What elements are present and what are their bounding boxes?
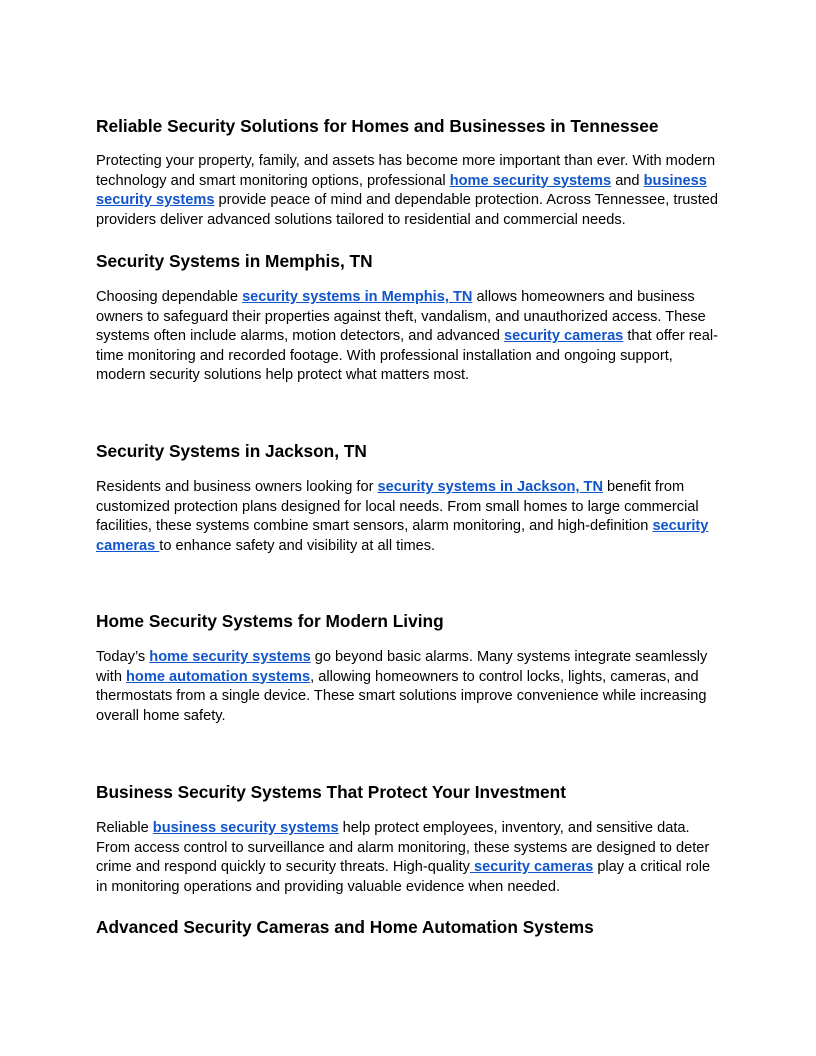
paragraph-text: Protecting your property, family, and assets has become more important than ever. With modern technology and smart monitoring options, professional <box>96 153 716 189</box>
inline-link[interactable]: home security systems <box>149 649 311 665</box>
paragraph-text: provide peace of mind and dependable protection. Across Tennessee, trusted providers deliver advanced solutions tailored to residential and commercial needs. <box>96 192 719 228</box>
inline-link[interactable]: home automation systems <box>126 668 311 685</box>
inline-link[interactable]: business security systems <box>152 820 339 836</box>
paragraph-text: go beyond basic alarms. Many systems integrate seamlessly with <box>96 649 708 685</box>
section-paragraph <box>96 288 720 386</box>
inline-link[interactable]: security systems in Memphis, TN <box>242 289 473 305</box>
section-heading: Business Security Systems That Protect Your Investment <box>96 782 566 802</box>
paragraph-text: and <box>611 172 644 189</box>
section-paragraph <box>96 819 720 897</box>
paragraph-text: Reliable <box>96 820 153 836</box>
inline-link[interactable]: home security systems <box>449 172 612 189</box>
section-paragraph <box>96 478 720 556</box>
paragraph-text: , allowing homeowners to control locks, lights, cameras, and thermostats from a single device. These smart solutions improve convenience while increasing overall home safety. <box>96 668 707 724</box>
paragraph-text: to enhance safety and visibility at all times. <box>159 537 436 554</box>
section-heading: Home Security Systems for Modern Living <box>96 611 444 631</box>
paragraph-text: play a critical role in monitoring operations and providing valuable evidence when needed. <box>96 859 711 895</box>
paragraph-text: help protect employees, inventory, and sensitive data. From access control to surveillance and alarm monitoring, these systems are designed to deter crime and respond quickly to security threats. High-quality <box>96 820 710 875</box>
inline-link[interactable]: security cameras <box>469 859 594 875</box>
section-heading: Reliable Security Solutions for Homes and Businesses in Tennessee <box>96 116 659 136</box>
paragraph-text: that offer real-time monitoring and recorded footage. With professional installation and ongoing support, modern security solutions help protect what matters most. <box>96 328 718 383</box>
paragraph-text: Residents and business owners looking for <box>96 479 378 495</box>
inline-link[interactable]: security cameras <box>504 328 624 344</box>
inline-link[interactable]: security systems in Jackson, TN <box>377 479 603 495</box>
paragraph-text: Choosing dependable <box>96 289 243 305</box>
section-heading: Security Systems in Memphis, TN <box>96 251 373 271</box>
paragraph-text: Today’s <box>96 649 150 665</box>
paragraph-text: benefit from customized protection plans designed for local needs. From small homes to large commercial facilities, these systems combine smart sensors, alarm monitoring, and high-definition <box>96 479 699 534</box>
inline-link[interactable]: business security systems <box>96 172 707 208</box>
inline-link[interactable]: security cameras <box>96 518 709 554</box>
paragraph-text: allows homeowners and business owners to safeguard their properties against theft, vandalism, and unauthorized access. These systems often include alarms, motion detectors, and advanced <box>96 289 706 344</box>
section-paragraph <box>96 648 720 726</box>
section-heading: Security Systems in Jackson, TN <box>96 441 367 461</box>
section-heading: Advanced Security Cameras and Home Automation Systems <box>96 917 594 937</box>
section-paragraph <box>96 152 720 230</box>
